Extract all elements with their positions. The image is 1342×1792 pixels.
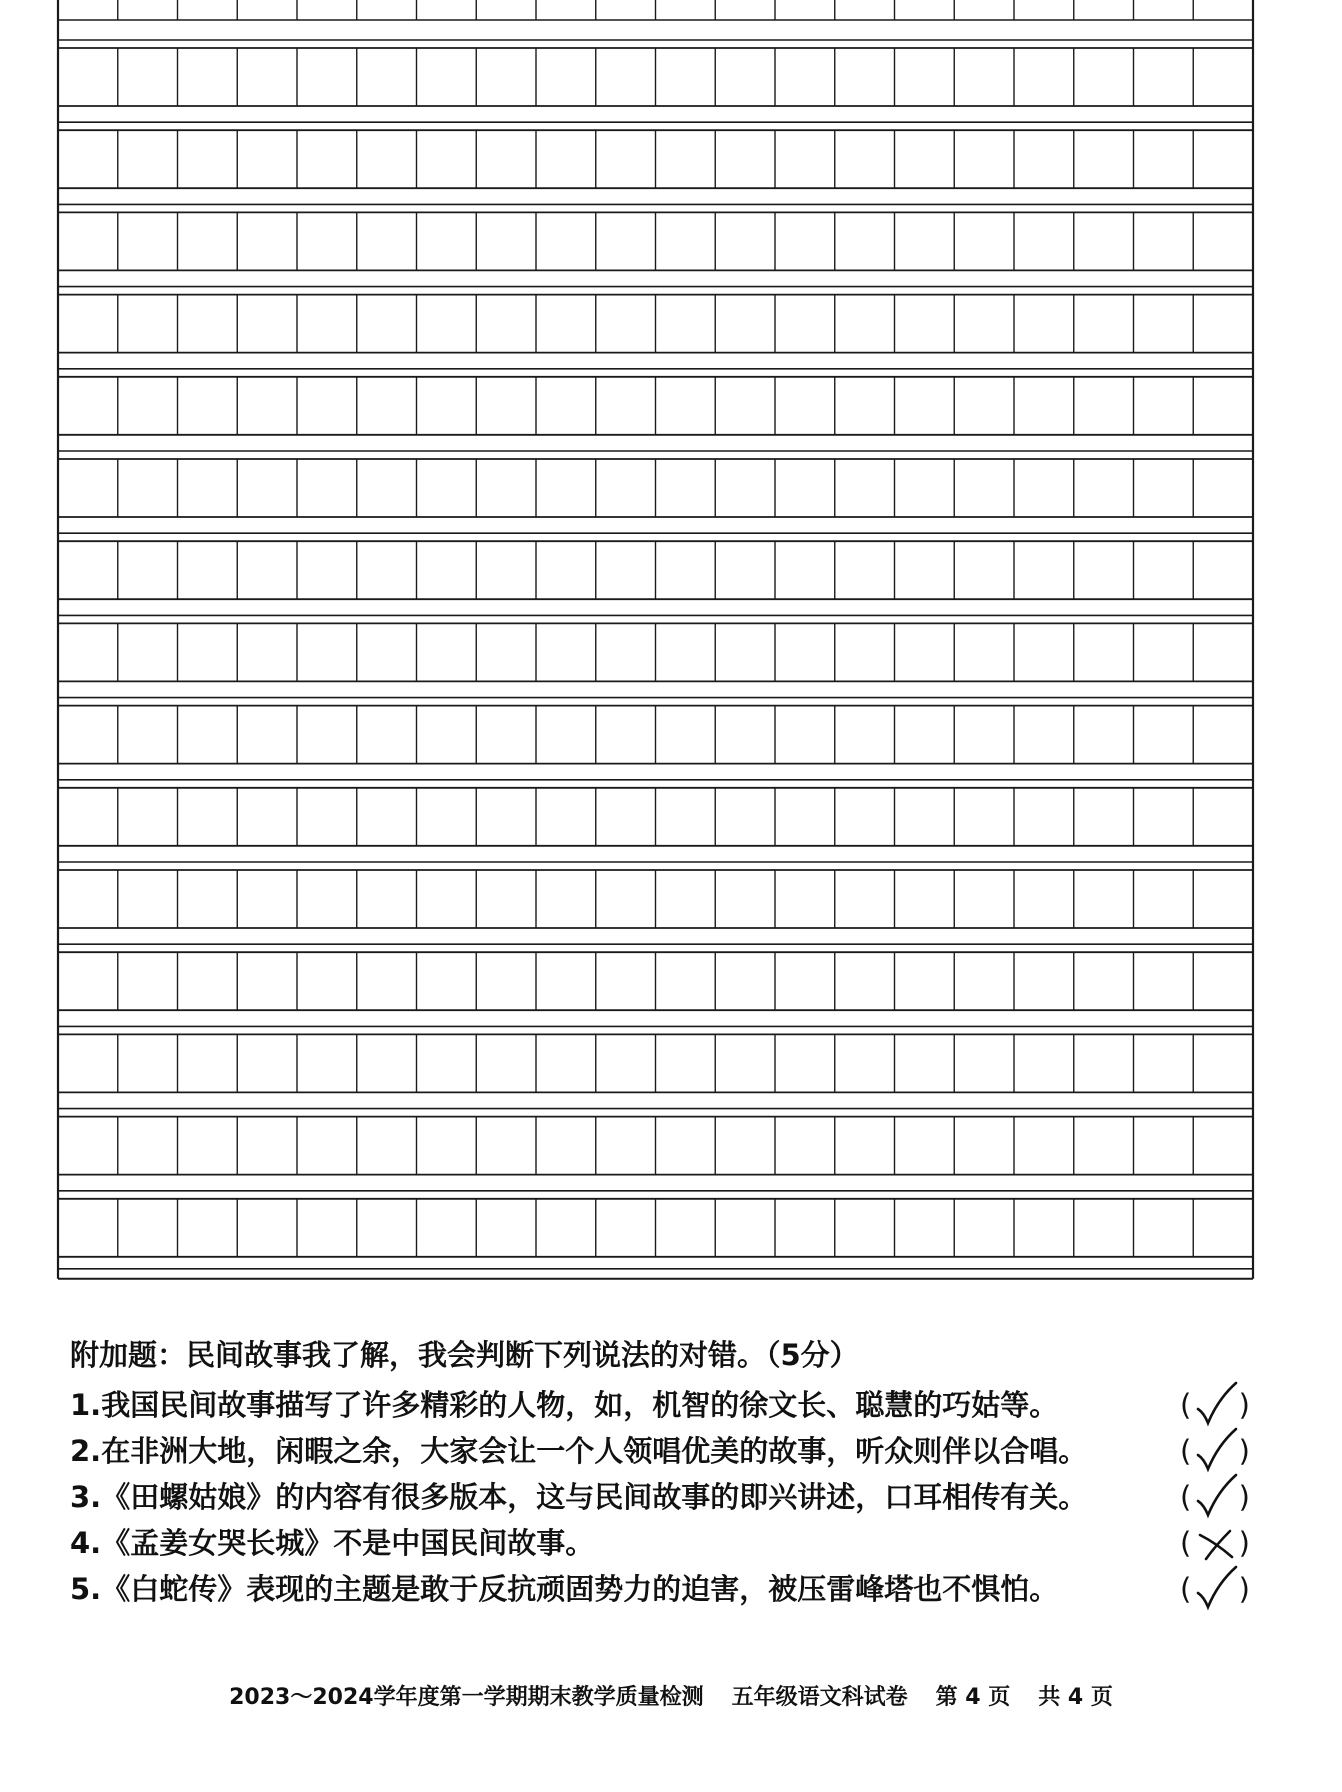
item-text: 《田螺姑娘》的内容有很多版本，这与民间故事的即兴讲述，口耳相传有关。 [101,1480,1088,1514]
answer-box [1180,1567,1250,1611]
subject-name: 五年级语文科试卷 [731,1685,908,1710]
item-text: 在非洲大地，闲暇之余，大家会让一个人领唱优美的故事，听众则伴以合唱。 [101,1434,1088,1468]
answer-paren-close: ) [1238,1388,1250,1422]
answer-paren-open: ( [1180,1388,1192,1422]
answer-paren-close: ) [1238,1480,1250,1514]
bonus-item [70,1383,1250,1427]
item-text: 我国民间故事描写了许多精彩的人物，如，机智的徐文长、聪慧的巧姑等。 [101,1388,1059,1422]
answer-paren-open: ( [1180,1572,1192,1606]
exam-title: 2023～2024学年度第一学期期末教学质量检测 [229,1685,704,1710]
bonus-item [70,1567,1250,1611]
answer-box [1180,1383,1250,1427]
answer-paren-close: ) [1238,1526,1250,1560]
item-number: 5. [70,1572,102,1606]
item-number: 2. [70,1434,102,1468]
answer-paren-open: ( [1180,1434,1192,1468]
page-footer [0,1683,1342,1713]
item-number: 3. [70,1480,102,1514]
check-mark-icon [1194,1563,1240,1613]
answer-paren-open: ( [1180,1526,1192,1560]
answer-paren-open: ( [1180,1480,1192,1514]
bonus-item [70,1429,1250,1473]
page-number: 第 4 页 [935,1685,1011,1710]
bonus-item [70,1475,1250,1519]
item-number: 4. [70,1526,102,1560]
item-text: 《白蛇传》表现的主题是敢于反抗顽固势力的迫害，被压雷峰塔也不惧怕。 [101,1572,1059,1606]
check-mark-icon [1194,1379,1240,1429]
bonus-section [70,1335,1250,1613]
item-text: 《孟姜女哭长城》不是中国民间故事。 [101,1526,595,1560]
answer-paren-close: ) [1238,1572,1250,1606]
answer-box [1180,1475,1250,1519]
item-number: 1. [70,1388,102,1422]
answer-paren-close: ) [1238,1434,1250,1468]
total-pages: 共 4 页 [1038,1685,1113,1710]
check-mark-icon [1194,1425,1240,1475]
check-mark-icon [1194,1471,1240,1521]
bonus-item [70,1521,1250,1565]
answer-box [1180,1521,1250,1565]
bonus-title: 附加题：民间故事我了解，我会判断下列说法的对错。（5分） [70,1338,859,1372]
answer-box [1180,1429,1250,1473]
cross-mark-icon [1194,1517,1240,1567]
